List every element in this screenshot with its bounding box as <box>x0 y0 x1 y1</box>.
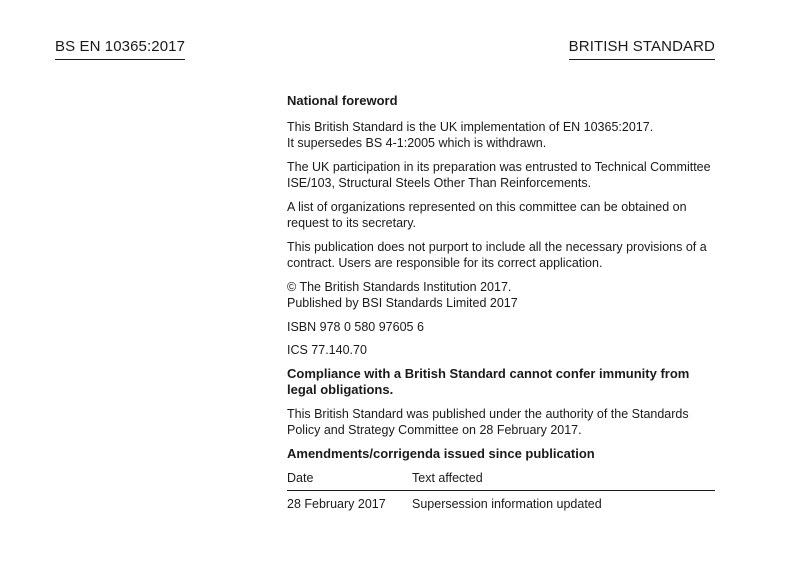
copyright-paragraph <box>287 279 717 312</box>
compliance-statement: Compliance with a British Standard cannot confer immunity from legal obligations. <box>287 365 690 397</box>
organizations-paragraph: A list of organizations represented on this committee can be obtained on request to its secretary. <box>287 199 687 230</box>
amendments-table <box>287 469 715 512</box>
amendments-header-row <box>287 469 715 490</box>
committee-paragraph: The UK participation in its preparation was entrusted to Technical Committee ISE/103, Structural Steels Other Than Reinforcements. <box>287 159 711 190</box>
copyright-line: © The British Standards Institution 2017. <box>287 279 512 294</box>
table-row <box>287 490 715 512</box>
amendment-date: 28 February 2017 <box>287 496 386 511</box>
date-column-header: Date <box>287 469 412 490</box>
foreword-title: National foreword <box>287 93 398 108</box>
implementation-paragraph <box>287 119 717 152</box>
supersedes-line: It supersedes BS 4-1:2005 which is withdrawn. <box>287 136 547 150</box>
publisher-line: Published by BSI Standards Limited 2017 <box>287 296 518 310</box>
provisions-paragraph: This publication does not purport to include all the necessary provisions of a contract. Users are responsible for its correct application. <box>287 239 707 270</box>
amendments-title: Amendments/corrigenda issued since publication <box>287 445 595 461</box>
implementation-line: This British Standard is the UK implementation of EN 10365:2017. <box>287 119 654 134</box>
foreword-section <box>287 93 717 512</box>
authority-paragraph: This British Standard was published under the authority of the Standards Policy and Strategy Committee on 28 February 2017. <box>287 406 689 437</box>
ics-line: ICS 77.140.70 <box>287 343 367 357</box>
text-affected-column-header: Text affected <box>412 469 715 490</box>
standard-type-label: BRITISH STANDARD <box>569 38 715 60</box>
amendment-text: Supersession information updated <box>412 496 602 511</box>
document-code: BS EN 10365:2017 <box>55 38 185 60</box>
isbn-line: ISBN 978 0 580 97605 6 <box>287 319 424 334</box>
